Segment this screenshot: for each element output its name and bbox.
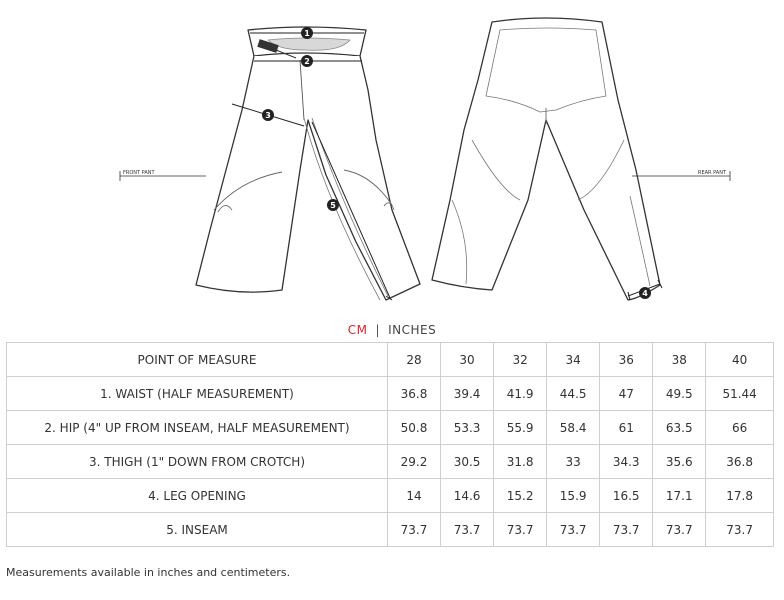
svg-text:3: 3 (265, 111, 271, 120)
rear-pant-drawing (432, 18, 660, 300)
table-cell: 31.8 (494, 445, 547, 479)
svg-text:5: 5 (330, 201, 336, 210)
row-label: 2. HIP (4" UP FROM INSEAM, HALF MEASUREMENT) (7, 411, 388, 445)
marker-1 (301, 27, 313, 39)
header-size-36: 36 (600, 343, 653, 377)
table-cell: 63.5 (653, 411, 706, 445)
table-row (7, 479, 774, 513)
table-cell: 41.9 (494, 377, 547, 411)
table-row (7, 445, 774, 479)
rear-pant-label-text: REAR PANT (697, 170, 726, 176)
front-pant-label (120, 170, 206, 181)
table-cell: 73.7 (494, 513, 547, 547)
table-cell: 36.8 (388, 377, 441, 411)
table-cell: 58.4 (547, 411, 600, 445)
svg-text:2: 2 (304, 57, 310, 66)
table-row (7, 411, 774, 445)
table-cell: 34.3 (600, 445, 653, 479)
marker-5 (327, 199, 339, 211)
row-label: 5. INSEAM (7, 513, 388, 547)
front-pant-drawing (196, 27, 420, 300)
table-cell: 15.9 (547, 479, 600, 513)
table-cell: 53.3 (441, 411, 494, 445)
table-cell: 17.1 (653, 479, 706, 513)
table-cell: 55.9 (494, 411, 547, 445)
row-label: 4. LEG OPENING (7, 479, 388, 513)
table-cell: 47 (600, 377, 653, 411)
table-header-row (7, 343, 774, 377)
table-cell: 14 (388, 479, 441, 513)
front-pant-label-text: FRONT PANT (123, 170, 155, 176)
table-cell: 73.7 (388, 513, 441, 547)
table-cell: 36.8 (706, 445, 774, 479)
unit-cm-link[interactable]: CM (347, 323, 368, 337)
table-cell: 50.8 (388, 411, 441, 445)
table-cell: 15.2 (494, 479, 547, 513)
header-size-28: 28 (388, 343, 441, 377)
unit-toggle (0, 323, 784, 337)
svg-text:4: 4 (642, 289, 648, 298)
row-label: 1. WAIST (HALF MEASUREMENT) (7, 377, 388, 411)
table-cell: 14.6 (441, 479, 494, 513)
table-cell: 66 (706, 411, 774, 445)
rear-pant-label (632, 170, 730, 181)
table-cell: 73.7 (600, 513, 653, 547)
table-cell: 16.5 (600, 479, 653, 513)
table-cell: 44.5 (547, 377, 600, 411)
table-cell: 73.7 (706, 513, 774, 547)
header-size-32: 32 (494, 343, 547, 377)
row-label: 3. THIGH (1" DOWN FROM CROTCH) (7, 445, 388, 479)
marker-4 (639, 287, 651, 299)
table-cell: 73.7 (441, 513, 494, 547)
table-cell: 51.44 (706, 377, 774, 411)
header-point-of-measure: POINT OF MEASURE (7, 343, 388, 377)
unit-inches-link[interactable]: INCHES (388, 323, 437, 337)
measurement-note: Measurements available in inches and centimeters. (6, 566, 291, 579)
table-cell: 35.6 (653, 445, 706, 479)
table-cell: 33 (547, 445, 600, 479)
table-row (7, 377, 774, 411)
table-cell: 73.7 (547, 513, 600, 547)
marker-2 (301, 55, 313, 67)
table-cell: 39.4 (441, 377, 494, 411)
marker-3 (262, 109, 274, 121)
unit-separator: | (375, 323, 381, 337)
header-size-38: 38 (653, 343, 706, 377)
header-size-34: 34 (547, 343, 600, 377)
header-size-30: 30 (441, 343, 494, 377)
svg-text:1: 1 (304, 29, 310, 38)
header-size-40: 40 (706, 343, 774, 377)
size-chart-table (6, 342, 774, 547)
table-cell: 49.5 (653, 377, 706, 411)
table-cell: 17.8 (706, 479, 774, 513)
table-cell: 73.7 (653, 513, 706, 547)
table-row (7, 513, 774, 547)
table-cell: 29.2 (388, 445, 441, 479)
table-cell: 30.5 (441, 445, 494, 479)
table-cell: 61 (600, 411, 653, 445)
